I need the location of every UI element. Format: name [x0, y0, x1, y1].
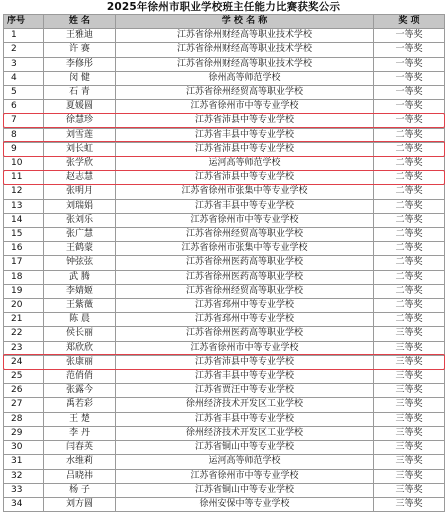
- cell-no: 24: [4, 355, 44, 369]
- cell-school: 江苏省丰县中等专业学校: [116, 412, 374, 426]
- cell-name: 闫春英: [44, 441, 116, 455]
- cell-school: 徐州高等师范学校: [116, 71, 374, 85]
- table-row: [4, 455, 445, 469]
- cell-award: 二等奖: [374, 299, 445, 313]
- award-table: [3, 14, 445, 512]
- cell-name: 刘长虹: [44, 142, 116, 156]
- cell-award: 二等奖: [374, 157, 445, 171]
- cell-school: 江苏省徐州财经高等职业技术学校: [116, 57, 374, 71]
- cell-no: 8: [4, 128, 44, 142]
- cell-name: 郑欣欣: [44, 341, 116, 355]
- cell-award: 二等奖: [374, 142, 445, 156]
- cell-no: 31: [4, 455, 44, 469]
- cell-name: 张露今: [44, 384, 116, 398]
- cell-award: 二等奖: [374, 128, 445, 142]
- table-row: [4, 171, 445, 185]
- cell-name: 吕晓祎: [44, 469, 116, 483]
- table-row: [4, 57, 445, 71]
- table-header-row: [4, 15, 445, 29]
- table-row: [4, 483, 445, 497]
- cell-no: 28: [4, 412, 44, 426]
- cell-no: 19: [4, 284, 44, 298]
- cell-no: 32: [4, 469, 44, 483]
- table-row: [4, 398, 445, 412]
- cell-award: 三等奖: [374, 483, 445, 497]
- cell-no: 11: [4, 171, 44, 185]
- cell-school: 江苏省徐州市中等专业学校: [116, 100, 374, 114]
- cell-no: 20: [4, 299, 44, 313]
- cell-no: 23: [4, 341, 44, 355]
- cell-award: 一等奖: [374, 71, 445, 85]
- cell-no: 33: [4, 483, 44, 497]
- table-row: [4, 114, 445, 128]
- cell-school: 运河高等师范学校: [116, 157, 374, 171]
- cell-no: 3: [4, 57, 44, 71]
- cell-no: 27: [4, 398, 44, 412]
- cell-name: 禹若彩: [44, 398, 116, 412]
- cell-award: 三等奖: [374, 370, 445, 384]
- cell-no: 10: [4, 157, 44, 171]
- table-row: [4, 327, 445, 341]
- cell-name: 李 丹: [44, 426, 116, 440]
- cell-award: 三等奖: [374, 426, 445, 440]
- cell-school: 江苏省徐州财经高等职业技术学校: [116, 43, 374, 57]
- cell-no: 7: [4, 114, 44, 128]
- cell-no: 22: [4, 327, 44, 341]
- cell-school: 江苏省徐州医药高等职业学校: [116, 270, 374, 284]
- cell-award: 三等奖: [374, 384, 445, 398]
- cell-name: 侯长丽: [44, 327, 116, 341]
- cell-no: 2: [4, 43, 44, 57]
- table-row: [4, 185, 445, 199]
- cell-award: 三等奖: [374, 441, 445, 455]
- table-row: [4, 370, 445, 384]
- cell-no: 6: [4, 100, 44, 114]
- cell-no: 34: [4, 497, 44, 511]
- cell-name: 王鹤蒙: [44, 242, 116, 256]
- table-row: [4, 355, 445, 369]
- cell-name: 闵 健: [44, 71, 116, 85]
- cell-award: 一等奖: [374, 114, 445, 128]
- cell-name: 武 腾: [44, 270, 116, 284]
- cell-school: 江苏省丰县中等专业学校: [116, 370, 374, 384]
- cell-no: 14: [4, 213, 44, 227]
- cell-name: 钟弦弦: [44, 256, 116, 270]
- cell-school: 江苏省徐州经贸高等职业学校: [116, 86, 374, 100]
- cell-award: 三等奖: [374, 455, 445, 469]
- cell-no: 9: [4, 142, 44, 156]
- cell-award: 三等奖: [374, 469, 445, 483]
- header-name: 姓 名: [44, 15, 116, 29]
- cell-award: 二等奖: [374, 313, 445, 327]
- cell-name: 刘雪莲: [44, 128, 116, 142]
- cell-name: 王雅迪: [44, 29, 116, 43]
- cell-school: 江苏省徐州经贸高等职业学校: [116, 228, 374, 242]
- cell-award: 一等奖: [374, 57, 445, 71]
- cell-award: 二等奖: [374, 284, 445, 298]
- cell-award: 一等奖: [374, 86, 445, 100]
- cell-award: 三等奖: [374, 341, 445, 355]
- cell-name: 刘方圆: [44, 497, 116, 511]
- cell-no: 4: [4, 71, 44, 85]
- cell-award: 二等奖: [374, 199, 445, 213]
- cell-school: 徐州经济技术开发区工业学校: [116, 426, 374, 440]
- cell-name: 张明月: [44, 185, 116, 199]
- cell-name: 张刘乐: [44, 213, 116, 227]
- cell-school: 江苏省沛县中等专业学校: [116, 355, 374, 369]
- cell-school: 江苏省丰县中等专业学校: [116, 128, 374, 142]
- table-row: [4, 256, 445, 270]
- table-row: [4, 86, 445, 100]
- table-row: [4, 213, 445, 227]
- table-row: [4, 284, 445, 298]
- table-body: [4, 29, 445, 512]
- cell-no: 29: [4, 426, 44, 440]
- cell-no: 1: [4, 29, 44, 43]
- cell-school: 江苏省邳州中等专业学校: [116, 299, 374, 313]
- table-row: [4, 228, 445, 242]
- cell-name: 王紫薇: [44, 299, 116, 313]
- cell-no: 5: [4, 86, 44, 100]
- cell-school: 江苏省徐州市中等专业学校: [116, 469, 374, 483]
- page-title: 2025年徐州市职业学校班主任能力比赛获奖公示: [106, 1, 341, 13]
- cell-award: 二等奖: [374, 256, 445, 270]
- cell-award: 三等奖: [374, 327, 445, 341]
- cell-name: 石 青: [44, 86, 116, 100]
- cell-name: 李婧姬: [44, 284, 116, 298]
- cell-school: 江苏省邳州中等专业学校: [116, 313, 374, 327]
- cell-award: 二等奖: [374, 171, 445, 185]
- table-row: [4, 142, 445, 156]
- cell-school: 江苏省丰县中等专业学校: [116, 199, 374, 213]
- cell-school: 江苏省徐州医药高等职业学校: [116, 256, 374, 270]
- cell-school: 江苏省沛县中等专业学校: [116, 171, 374, 185]
- cell-school: 江苏省徐州经贸高等职业学校: [116, 284, 374, 298]
- cell-name: 许 赛: [44, 43, 116, 57]
- table-row: [4, 497, 445, 511]
- cell-school: 江苏省徐州市中等专业学校: [116, 213, 374, 227]
- table-row: [4, 100, 445, 114]
- cell-name: 范俏俏: [44, 370, 116, 384]
- cell-name: 夏媛圆: [44, 100, 116, 114]
- cell-school: 江苏省徐州市张集中等专业学校: [116, 242, 374, 256]
- cell-award: 三等奖: [374, 355, 445, 369]
- cell-no: 30: [4, 441, 44, 455]
- cell-award: 二等奖: [374, 242, 445, 256]
- cell-no: 15: [4, 228, 44, 242]
- cell-no: 17: [4, 256, 44, 270]
- table-row: [4, 157, 445, 171]
- cell-school: 运河高等师范学校: [116, 455, 374, 469]
- cell-award: 一等奖: [374, 29, 445, 43]
- cell-award: 二等奖: [374, 228, 445, 242]
- cell-name: 杨 子: [44, 483, 116, 497]
- cell-name: 张康丽: [44, 355, 116, 369]
- cell-name: 水维莉: [44, 455, 116, 469]
- cell-school: 江苏省铜山中等专业学校: [116, 483, 374, 497]
- table-row: [4, 71, 445, 85]
- table-row: [4, 299, 445, 313]
- cell-award: 三等奖: [374, 412, 445, 426]
- cell-school: 江苏省徐州财经高等职业技术学校: [116, 29, 374, 43]
- cell-school: 江苏省沛县中等专业学校: [116, 142, 374, 156]
- cell-name: 王 楚: [44, 412, 116, 426]
- cell-award: 二等奖: [374, 270, 445, 284]
- cell-award: 一等奖: [374, 43, 445, 57]
- table-row: [4, 270, 445, 284]
- cell-school: 江苏省沛县中等专业学校: [116, 114, 374, 128]
- table-row: [4, 469, 445, 483]
- table-row: [4, 199, 445, 213]
- cell-award: 一等奖: [374, 100, 445, 114]
- header-no: 序号: [4, 15, 44, 29]
- cell-name: 徐慧珍: [44, 114, 116, 128]
- cell-award: 三等奖: [374, 497, 445, 511]
- table-row: [4, 384, 445, 398]
- cell-award: 三等奖: [374, 398, 445, 412]
- table-row: [4, 242, 445, 256]
- cell-school: 徐州经济技术开发区工业学校: [116, 398, 374, 412]
- table-row: [4, 43, 445, 57]
- cell-school: 徐州安保中等专业学校: [116, 497, 374, 511]
- cell-school: 江苏省贾汪中等专业学校: [116, 384, 374, 398]
- cell-no: 12: [4, 185, 44, 199]
- cell-name: 刘瑞娟: [44, 199, 116, 213]
- cell-name: 张广慧: [44, 228, 116, 242]
- table-row: [4, 29, 445, 43]
- table-row: [4, 128, 445, 142]
- table-row: [4, 441, 445, 455]
- cell-name: 陈 晨: [44, 313, 116, 327]
- table-row: [4, 341, 445, 355]
- cell-no: 25: [4, 370, 44, 384]
- cell-no: 16: [4, 242, 44, 256]
- cell-no: 18: [4, 270, 44, 284]
- cell-no: 26: [4, 384, 44, 398]
- cell-school: 江苏省徐州市张集中等专业学校: [116, 185, 374, 199]
- cell-no: 13: [4, 199, 44, 213]
- header-school: 学 校 名 称: [116, 15, 374, 29]
- cell-school: 江苏省徐州市中等专业学校: [116, 341, 374, 355]
- table-row: [4, 412, 445, 426]
- cell-school: 江苏省铜山中等专业学校: [116, 441, 374, 455]
- header-award: 奖 项: [374, 15, 445, 29]
- cell-school: 江苏省徐州医药高等职业学校: [116, 327, 374, 341]
- cell-name: 李修彤: [44, 57, 116, 71]
- cell-award: 二等奖: [374, 185, 445, 199]
- cell-award: 二等奖: [374, 213, 445, 227]
- cell-name: 赵志慧: [44, 171, 116, 185]
- table-row: [4, 313, 445, 327]
- cell-name: 张学欣: [44, 157, 116, 171]
- cell-no: 21: [4, 313, 44, 327]
- table-row: [4, 426, 445, 440]
